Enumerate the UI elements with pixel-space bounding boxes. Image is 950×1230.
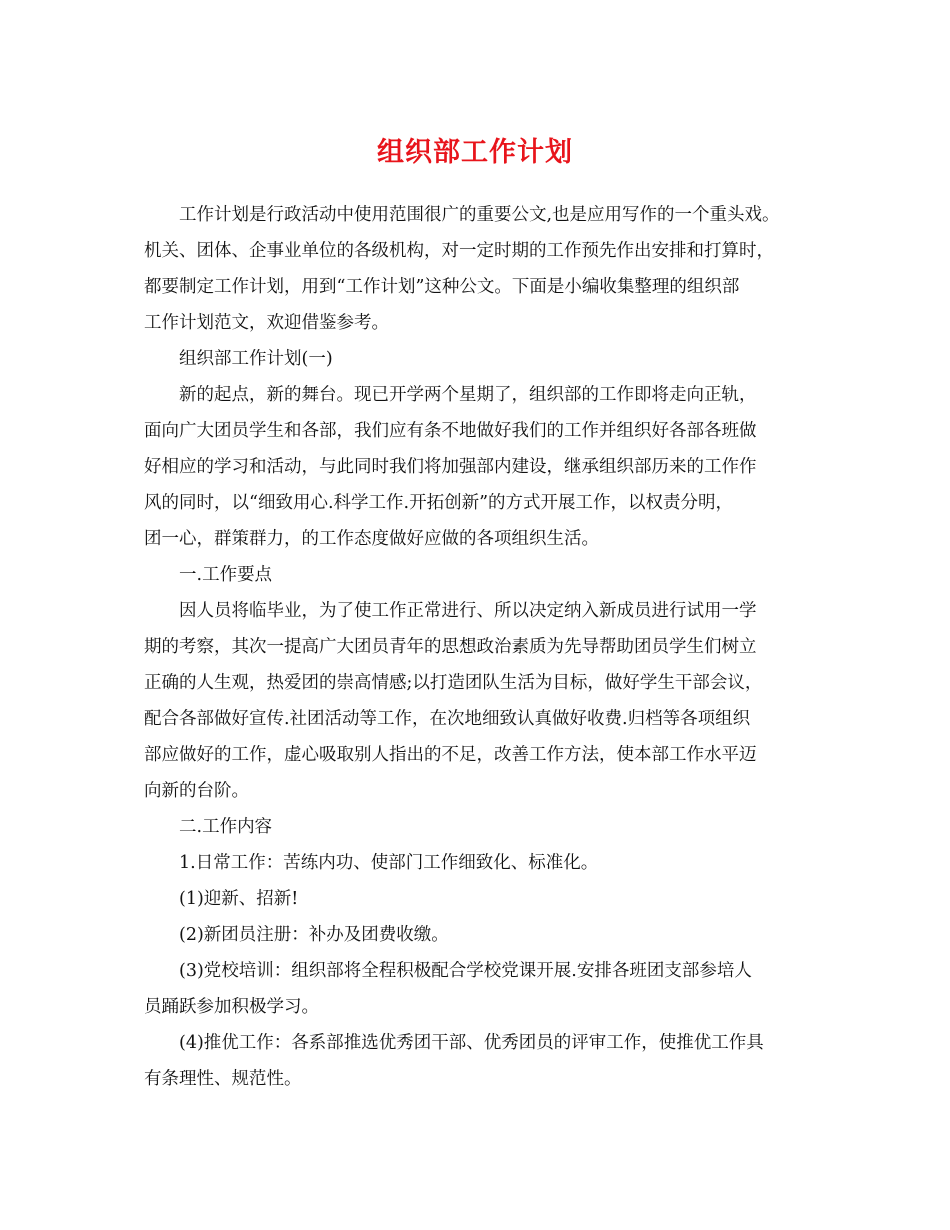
paragraph-line: (1)迎新、招新! bbox=[179, 889, 299, 909]
paragraph-line: (2)新团员注册：补办及团费收缴。 bbox=[179, 925, 449, 945]
paragraph-line: 部应做好的工作，虚心吸取别人指出的不足，改善工作方法，使本部工作水平迈 bbox=[144, 745, 757, 765]
paragraph-line: 新的起点，新的舞台。现已开学两个星期了，组织部的工作即将走向正轨， bbox=[179, 385, 757, 405]
paragraph-line: 工作计划是行政活动中使用范围很广的重要公文,也是应用写作的一个重头戏。 bbox=[179, 205, 780, 225]
paragraph-line: 都要制定工作计划，用到“工作计划”这种公文。下面是小编收集整理的组织部 bbox=[144, 277, 740, 297]
paragraph-line: 1.日常工作：苦练内功、使部门工作细致化、标准化。 bbox=[179, 853, 599, 873]
paragraph-line: 向新的台阶。 bbox=[144, 781, 249, 801]
paragraph-line: 配合各部做好宣传.社团活动等工作，在次地细致认真做好收费.归档等各项组织 bbox=[144, 709, 751, 729]
document-body bbox=[144, 205, 814, 1090]
paragraph-line: 工作计划范文，欢迎借鉴参考。 bbox=[144, 313, 389, 333]
paragraph-line: 好相应的学习和活动，与此同时我们将加强部内建设，继承组织部历来的工作作 bbox=[144, 457, 757, 477]
paragraph-line: 组织部工作计划(一) bbox=[179, 349, 333, 369]
paragraph-line: 二.工作内容 bbox=[179, 817, 273, 837]
document-title: 组织部工作计划 bbox=[377, 137, 573, 168]
paragraph-line: 有条理性、规范性。 bbox=[144, 1069, 302, 1089]
paragraph-line: 面向广大团员学生和各部，我们应有条不地做好我们的工作并组织好各部各班做 bbox=[144, 421, 757, 441]
paragraph-line: 团一心，群策群力，的工作态度做好应做的各项组织生活。 bbox=[144, 529, 599, 549]
paragraph-line: 期的考察，其次一提高广大团员青年的思想政治素质为先导帮助团员学生们树立 bbox=[144, 637, 757, 657]
paragraph-line: 因人员将临毕业，为了使工作正常进行、所以决定纳入新成员进行试用一学 bbox=[179, 601, 757, 621]
paragraph-line: 员踊跃参加积极学习。 bbox=[144, 997, 319, 1017]
paragraph-line: (3)党校培训：组织部将全程积极配合学校党课开展.安排各班团支部参培人 bbox=[179, 961, 752, 981]
paragraph-line: 正确的人生观，热爱团的崇高情感;以打造团队生活为目标，做好学生干部会议， bbox=[144, 673, 763, 693]
paragraph-line: 风的同时，以“细致用心.科学工作.开拓创新”的方式开展工作，以权责分明， bbox=[144, 493, 734, 513]
paragraph-line: 机关、团体、企事业单位的各级机构，对一定时期的工作预先作出安排和打算时， bbox=[144, 241, 774, 261]
paragraph-line: 一.工作要点 bbox=[179, 565, 273, 585]
paragraph-line: (4)推优工作：各系部推选优秀团干部、优秀团员的评审工作，使推优工作具 bbox=[179, 1033, 764, 1053]
